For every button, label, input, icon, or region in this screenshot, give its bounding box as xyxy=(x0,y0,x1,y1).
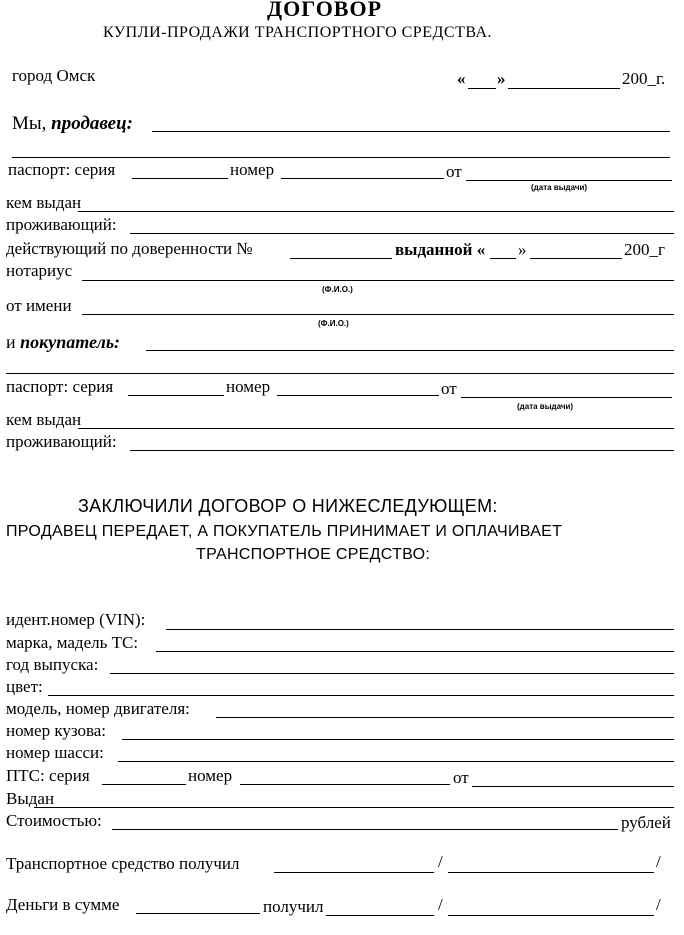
buyer-intro xyxy=(6,332,120,352)
seller-proxy-number-field[interactable] xyxy=(290,258,392,259)
buyer-passport-number-field[interactable] xyxy=(277,395,439,396)
agreement-line-2: ПРОДАВЕЦ ПЕРЕДАЕТ, А ПОКУПАТЕЛЬ ПРИНИМАЕТ И ОПЛАЧИВАЕТ xyxy=(6,523,563,540)
currency-label: рублей xyxy=(621,813,671,832)
seller-proxy-year-label: 200_г xyxy=(624,240,665,259)
vehicle-received-slash-2: / xyxy=(656,852,661,871)
vehicle-received-signature-field[interactable] xyxy=(274,872,434,873)
money-received-signature-field[interactable] xyxy=(326,915,434,916)
buyer-residing-label: проживающий: xyxy=(6,432,117,451)
seller-issued-by-label: кем выдан xyxy=(6,193,82,212)
chassis-number-label: номер шасси: xyxy=(6,743,104,762)
seller-name-field-2[interactable] xyxy=(12,157,670,158)
buyer-name-field-2[interactable] xyxy=(6,373,674,374)
seller-proxy-day-field[interactable] xyxy=(490,258,516,259)
seller-passport-series-field[interactable] xyxy=(132,178,228,179)
vin-field[interactable] xyxy=(166,629,674,630)
cost-label: Стоимостью: xyxy=(6,811,102,830)
body-number-label: номер кузова: xyxy=(6,721,107,740)
seller-residing-field[interactable] xyxy=(130,233,674,234)
seller-on-behalf-label: от имени xyxy=(6,296,72,315)
date-quote-open: « xyxy=(457,69,466,88)
pts-series-label: ПТС: серия xyxy=(6,766,90,785)
seller-notary-fio-hint: (Ф.И.О.) xyxy=(322,285,353,294)
engine-model-field[interactable] xyxy=(216,717,674,718)
pts-issued-label: Выдан xyxy=(6,789,55,808)
pts-from-label: от xyxy=(453,768,469,787)
seller-residing-label: проживающий: xyxy=(6,215,117,234)
seller-notary-label: нотариус xyxy=(6,261,73,280)
body-number-field[interactable] xyxy=(122,739,674,740)
buyer-issued-by-label: кем выдан xyxy=(6,410,82,429)
buyer-residing-field[interactable] xyxy=(130,450,674,451)
money-received-slash-1: / xyxy=(438,895,443,914)
vehicle-received-slash-1: / xyxy=(438,852,443,871)
buyer-passport-number-label: номер xyxy=(226,377,271,396)
engine-model-label: модель, номер двигателя: xyxy=(6,699,190,718)
seller-on-behalf-field[interactable] xyxy=(82,314,674,315)
year-field[interactable] xyxy=(110,673,674,674)
chassis-number-field[interactable] xyxy=(118,761,674,762)
seller-proxy-month-field[interactable] xyxy=(530,258,622,259)
date-quote-close: » xyxy=(497,69,506,88)
seller-intro-plain: Мы, xyxy=(12,113,47,134)
color-field[interactable] xyxy=(48,695,674,696)
brand-model-label: марка, мадель ТС: xyxy=(6,633,139,652)
color-label: цвет: xyxy=(6,677,43,696)
document-subtitle: КУПЛИ-ПРОДАЖИ ТРАНСПОРТНОГО СРЕДСТВА. xyxy=(103,24,493,41)
pts-number-label: номер xyxy=(188,766,233,785)
pts-number-field[interactable] xyxy=(240,784,450,785)
date-month-field[interactable] xyxy=(508,88,620,89)
money-received-label: получил xyxy=(263,897,324,916)
buyer-passport-date-field[interactable] xyxy=(461,397,672,398)
vehicle-received-name-field[interactable] xyxy=(448,872,654,873)
seller-proxy-quote-close: » xyxy=(518,240,527,259)
seller-proxy-issued-label: выданной « xyxy=(395,240,486,259)
seller-on-behalf-fio-hint: (Ф.И.О.) xyxy=(318,319,349,328)
seller-passport-series-label: паспорт: серия xyxy=(8,160,116,179)
document-title: ДОГОВОР xyxy=(267,0,383,21)
money-amount-label: Деньги в сумме xyxy=(6,895,120,914)
money-amount-field[interactable] xyxy=(136,913,260,914)
pts-series-field[interactable] xyxy=(102,784,186,785)
seller-proxy-label: действующий по доверенности № xyxy=(6,239,253,258)
seller-intro-label: продавец: xyxy=(51,113,133,134)
agreement-line-3: ТРАНСПОРТНОЕ СРЕДСТВО: xyxy=(196,546,431,563)
agreement-line-1: ЗАКЛЮЧИЛИ ДОГОВОР О НИЖЕСЛЕДУЮЩЕМ: xyxy=(78,496,498,516)
brand-model-field[interactable] xyxy=(156,651,674,652)
seller-issue-date-hint: (дата выдачи) xyxy=(531,183,588,192)
pts-issued-field[interactable] xyxy=(34,807,674,808)
seller-issued-by-field[interactable] xyxy=(78,211,674,212)
seller-notary-field[interactable] xyxy=(82,280,674,281)
buyer-passport-series-label: паспорт: серия xyxy=(6,377,114,396)
money-received-slash-2: / xyxy=(656,895,661,914)
city-label: город Омск xyxy=(12,66,96,85)
seller-name-field[interactable] xyxy=(152,131,670,132)
cost-field[interactable] xyxy=(112,829,618,830)
date-year-label: 200_г. xyxy=(622,69,666,88)
seller-passport-number-label: номер xyxy=(230,160,275,179)
date-day-field[interactable] xyxy=(468,88,496,89)
buyer-passport-series-field[interactable] xyxy=(128,395,224,396)
buyer-name-field[interactable] xyxy=(146,350,674,351)
buyer-passport-from-label: от xyxy=(441,379,457,398)
buyer-issue-date-hint: (дата выдачи) xyxy=(517,402,574,411)
pts-date-field[interactable] xyxy=(472,786,674,787)
buyer-issued-by-field[interactable] xyxy=(78,428,674,429)
buyer-intro-plain: и xyxy=(6,332,16,352)
seller-passport-date-field[interactable] xyxy=(466,180,672,181)
vehicle-received-label: Транспортное средство получил xyxy=(6,854,240,873)
money-received-name-field[interactable] xyxy=(448,915,654,916)
year-label: год выпуска: xyxy=(6,655,99,674)
seller-intro xyxy=(12,113,133,135)
vin-label: идент.номер (VIN): xyxy=(6,610,146,629)
seller-passport-number-field[interactable] xyxy=(281,178,444,179)
buyer-intro-label: покупатель: xyxy=(20,332,121,352)
seller-passport-from-label: от xyxy=(446,162,462,181)
